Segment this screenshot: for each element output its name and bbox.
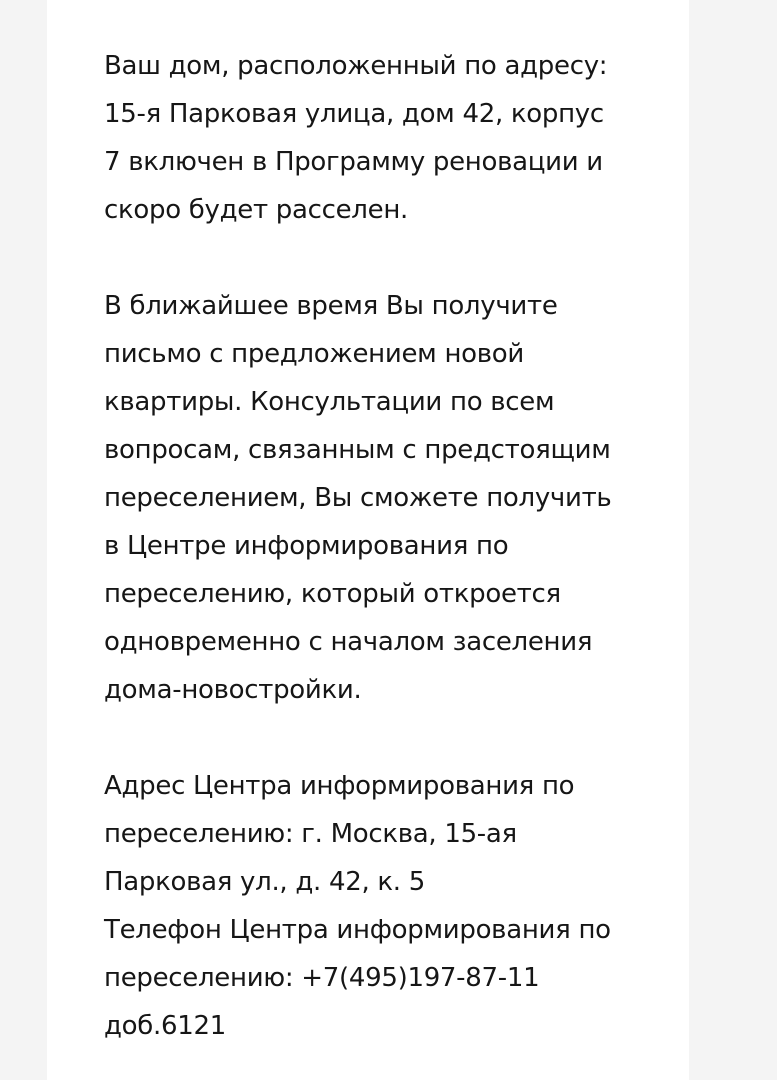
text-line: в Центре информирования по xyxy=(104,531,509,561)
text-line: Ваш дом, расположенный по адресу: xyxy=(104,51,608,81)
paragraph-gap xyxy=(104,234,664,282)
text-line: 7 включен в Программу реновации и xyxy=(104,147,603,177)
text-line: вопросам, связанным с предстоящим xyxy=(104,435,611,465)
center-phone-line: переселению: +7(495)197-87-11 xyxy=(104,963,540,993)
paragraph-center-contacts xyxy=(104,762,664,1050)
text-line: одновременно с началом заселения xyxy=(104,627,593,657)
center-address-line: Адрес Центра информирования по xyxy=(104,771,575,801)
text-line: В ближайшее время Вы получите xyxy=(104,291,558,321)
text-line: письмо с предложением новой xyxy=(104,339,524,369)
text-line: переселением, Вы сможете получить xyxy=(104,483,612,513)
text-line: 15-я Парковая улица, дом 42, корпус xyxy=(104,99,604,129)
paragraph-renovation-notice xyxy=(104,42,664,234)
center-phone-line: доб.6121 xyxy=(104,1011,226,1041)
paragraph-consultation-info xyxy=(104,282,664,714)
paragraph-gap xyxy=(104,714,664,762)
text-line: квартиры. Консультации по всем xyxy=(104,387,555,417)
text-line: скоро будет расселен. xyxy=(104,195,408,225)
message-card xyxy=(47,0,689,1080)
message-text xyxy=(104,42,664,1050)
text-line: дома-новостройки. xyxy=(104,675,362,705)
text-line: переселению, который откроется xyxy=(104,579,561,609)
center-address-line: переселению: г. Москва, 15-ая xyxy=(104,819,517,849)
center-phone-line: Телефон Центра информирования по xyxy=(104,915,611,945)
center-address-line: Парковая ул., д. 42, к. 5 xyxy=(104,867,425,897)
